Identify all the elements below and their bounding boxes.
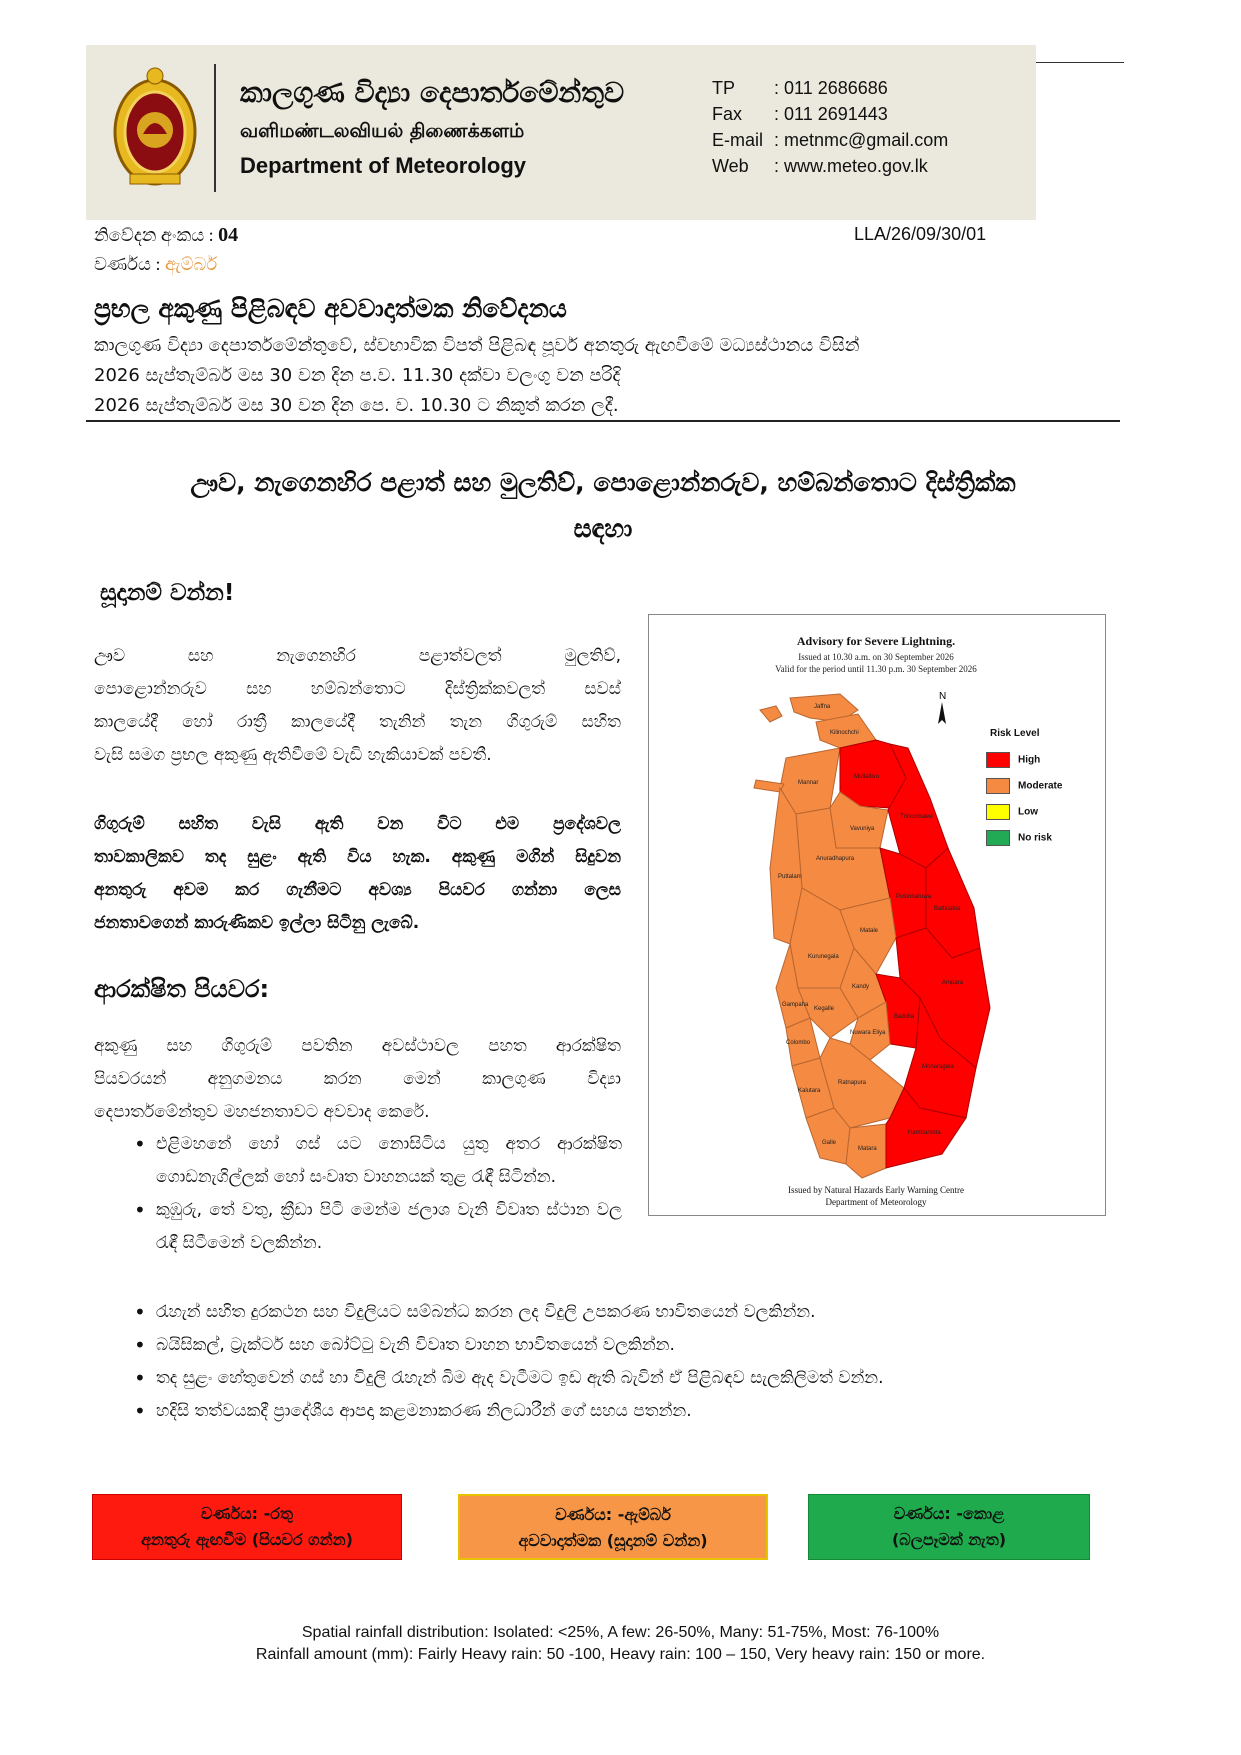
para-line: අනතුරු අවම කර ගැනීමට අවශ්‍ය පියවර ගන්නා ලෙස	[94, 880, 621, 900]
legend-high	[986, 752, 1040, 768]
map-issued-at: Issued at 10.30 a.m. on 30 September 2026	[798, 652, 954, 662]
paragraph-1	[94, 640, 621, 772]
district-label: Jaffna	[814, 704, 831, 710]
severity-meaning: අනතුරු ඇඟවීම (පියවර ගන්න)	[141, 1530, 353, 1549]
legend-no-risk	[986, 830, 1052, 846]
district-label: Ratnapura	[838, 1080, 867, 1086]
map-issuer	[648, 1184, 1104, 1208]
district-label: Matara	[858, 1146, 877, 1152]
legend-label: Low	[1018, 806, 1038, 818]
map-department: Department of Meteorology	[825, 1197, 927, 1207]
emblem-icon	[110, 64, 200, 190]
list-item: • හදිසි තත්වයකදී ප්‍රාදේශීය ආපදා කළමනාකරණ නිලධාරීන් ගේ සහය පතන්න.	[94, 1395, 1134, 1428]
severity-color: වර්ණය: -කොළ	[893, 1504, 1005, 1523]
district-label: Gampaha	[782, 1002, 809, 1008]
district-label: Mannar	[798, 780, 819, 786]
list-item: • එළිමහනේ හෝ ගස් යට නොසිටිය යුතු අතර ආරක්ෂිත ගොඩනැගිල්ලක් හෝ සංවෘත වාහනයක් තුළ රැඳී සිටින්න.	[94, 1128, 622, 1194]
legend-swatch	[986, 752, 1010, 768]
color-level	[94, 254, 217, 275]
para-line: දෙපාර්තමේන්තුව මහජනතාවට අවවාද කෙරේ.	[94, 1102, 430, 1122]
list-item: • රැහැන් සහිත දුරකථන සහ විදුලියට සම්බන්ධ කරන ලද විදුලි උපකරණ භාවිතයෙන් වලකින්න.	[94, 1296, 1134, 1329]
islands-shape	[760, 706, 782, 722]
legend-moderate	[986, 778, 1062, 794]
issue-line: 2026 සැප්තැම්බර් මස 30 වන දින ප.ව. 11.30 දක්වා වලංගු වන පරිදි	[94, 365, 621, 386]
contact-web[interactable]	[712, 156, 928, 177]
district-label: Kurunegala	[808, 954, 839, 960]
contact-value: : 011 2691443	[774, 104, 888, 124]
footnote-distribution: Spatial rainfall distribution: Isolated: <25%, A few: 26-50%, Many: 51-75%, Most: 76-100%	[301, 1624, 940, 1641]
district-label: Mullaitivu	[854, 774, 880, 780]
list-item: • බයිසිකල්, ට්‍රැක්ටර් සහ බෝට්ටු වැනි විවෘත වාහන භාවිතයෙන් වලකින්න.	[94, 1329, 1134, 1362]
severity-meaning: (බලපෑමක් නැත)	[891, 1530, 1007, 1549]
contact-email[interactable]	[712, 130, 948, 151]
district-label: Colombo	[786, 1040, 811, 1046]
para-line: පොළොන්නරුව සහ හම්බන්තොට දිස්ත්‍රික්කවලත් සවස්	[94, 679, 621, 699]
district-label: Vavuniya	[850, 826, 875, 832]
issue-line: 2026 සැප්තැම්බර් මස 30 වන දින පෙ. ව. 10.30 ට නිකුත් කරන ලදී.	[94, 395, 619, 416]
district-label: Batticaloa	[934, 906, 961, 912]
district-label: Trincomalee	[900, 814, 933, 820]
contact-label: Fax	[712, 104, 743, 124]
district-label: Badulla	[894, 1014, 915, 1020]
divider	[86, 420, 1120, 422]
north-label: N	[939, 691, 947, 702]
legend-low	[986, 804, 1038, 820]
contact-tp	[712, 78, 888, 99]
para-line: ජනතාවගෙන් කාරුණිකව ඉල්ලා සිටිනු ලැබේ.	[94, 913, 420, 933]
notice-number	[94, 224, 238, 247]
district-label: Puttalam	[778, 874, 802, 880]
contact-label: TP	[712, 78, 736, 98]
district-label: Ampara	[942, 980, 964, 986]
contact-label: Web	[712, 156, 749, 176]
legend-label: Moderate	[1018, 780, 1063, 792]
severity-meaning: අවවාදාත්මක (සූදානම් වන්න)	[518, 1531, 708, 1550]
severity-green-box	[808, 1494, 1090, 1560]
district-label: Galle	[822, 1140, 837, 1146]
page-title: ප්‍රභල අකුණු පිළිබඳව අවවාදාත්මක නිවේදනය	[94, 294, 567, 323]
attention-heading: සූදානම් වන්න!	[100, 580, 235, 606]
legend-swatch	[986, 830, 1010, 846]
para-line: තාවකාලිකව තද සුළං ඇති විය හැක. අකුණු මගින් සිදුවන	[94, 847, 621, 867]
severity-red-box	[92, 1494, 402, 1560]
legend-swatch	[986, 778, 1010, 794]
sri-lanka-map	[690, 688, 1020, 1208]
para-line: අකුණු සහ ගිගුරුම් පවතින අවස්ථාවල පහත ආරක්ෂිත	[94, 1036, 621, 1056]
list-item: • කුඹුරු, තේ වතු, ක්‍රීඩා පිටි මෙන්ම ජලාශ වැනි විවෘත ස්ථාන වල රැඳී සිටීමෙන් වලකින්න.	[94, 1194, 622, 1260]
district-label: Monaragala	[922, 1064, 954, 1070]
footnote-amount: Rainfall amount (mm): Fairly Heavy rain: 50 -100, Heavy rain: 100 – 150, Very heavy rain: 150 or more.	[255, 1646, 986, 1663]
district-label: Kalutara	[798, 1088, 821, 1094]
para-line: වැසි සමග ප්‍රභල අකුණු ඇතිවීමේ වැඩි හැකියාවක් පවතී.	[94, 745, 492, 765]
contact-value: : 011 2686686	[774, 78, 888, 98]
org-name-english: Department of Meteorology	[240, 153, 527, 178]
legend-label: No risk	[1018, 832, 1052, 844]
severity-color: වර්ණය: -රතු	[201, 1504, 293, 1523]
para-line: කාලයේදී හෝ රාත්‍රී කාලයේදී තැනින් තැන ගිගුරුම් සහිත	[94, 712, 621, 732]
severity-amber-box	[458, 1494, 768, 1560]
corner-rule	[1036, 62, 1124, 63]
para-line: ඌව සහ නැගෙනහිර පළාත්වලත් මුලතිව්,	[94, 646, 621, 666]
map-valid-until: Valid for the period until 11.30 p.m. 30 September 2026	[775, 664, 977, 674]
legend-label: High	[1018, 754, 1041, 766]
paragraph-3	[94, 1030, 621, 1129]
header-divider	[214, 64, 216, 192]
region-heading	[86, 460, 1120, 552]
legend-title: Risk Level	[990, 728, 1040, 739]
map-title: Advisory for Severe Lightning.	[796, 634, 956, 648]
contact-value: : metnmc@gmail.com	[774, 130, 949, 150]
paragraph-2	[94, 808, 621, 940]
para-line: පියවරයන් අනුගමනය කරන මෙන් කාලගුණ විද්‍යා	[94, 1069, 621, 1089]
district-label: Kegalle	[814, 1006, 835, 1012]
precaution-list-wide	[94, 1296, 1134, 1428]
notice-number-label: නිවේදන අංකය :	[94, 225, 214, 245]
severity-color: වර්ණය: -ඇම්බර්	[555, 1505, 671, 1524]
district-label: Hambantota	[908, 1130, 941, 1136]
precaution-list-narrow	[94, 1128, 622, 1260]
reference-code: LLA/26/09/30/01	[854, 224, 987, 244]
org-name-tamil: வளிமண்டலவியல் திணைக்களம்	[240, 120, 525, 142]
district-label: Nuwara Eliya	[850, 1030, 886, 1036]
list-item: • තද සුළං හේතුවෙන් ගස් හා විදුලි රැහැන් බිම ඇද වැටීමට ඉඩ ඇති බැවින් ඒ පිළිබඳව සැලකිලිමත් වන්න.	[94, 1362, 1134, 1395]
map-issued-by: Issued by Natural Hazards Early Warning Centre	[787, 1185, 965, 1195]
legend-swatch	[986, 804, 1010, 820]
notice-number-value: 04	[218, 224, 239, 246]
district-label: Kilinochchi	[830, 730, 859, 736]
issue-line: කාලගුණ විද්‍යා දෙපාර්තමේන්තුවේ, ස්වභාවික විපත් පිළිබඳ පූර්ව අනතුරු ඇඟවීමේ මධ්‍යස්ථානය විසින්	[94, 335, 860, 356]
contact-label: E-mail	[712, 130, 764, 150]
contact-fax	[712, 104, 888, 125]
para-line: ගිගුරුම් සහිත වැසි ඇති වන විට එම ප්‍රදේශවල	[94, 814, 621, 834]
color-level-label: වර්ණය :	[94, 254, 161, 274]
org-name-sinhala: කාලගුණ විද්‍යා දෙපාර්තමේන්තුව	[240, 76, 625, 109]
color-level-value: ඇම්බර්	[164, 254, 218, 274]
precautions-heading: ආරක්ෂිත පියවර:	[94, 975, 270, 1003]
region-line: සඳහා	[573, 514, 633, 543]
district-label: Kandy	[852, 984, 870, 990]
district-label: Matale	[860, 928, 879, 934]
district-label: Polonnaruwa	[896, 894, 932, 900]
district-label: Anuradhapura	[816, 856, 855, 862]
region-line: ඌව, නැගෙනහිර පළාත් සහ මුලතිව්, පොළොන්නරුව, හම්බන්තොට දිස්ත්‍රික්ක	[190, 468, 1016, 497]
contact-value: : www.meteo.gov.lk	[774, 156, 928, 176]
